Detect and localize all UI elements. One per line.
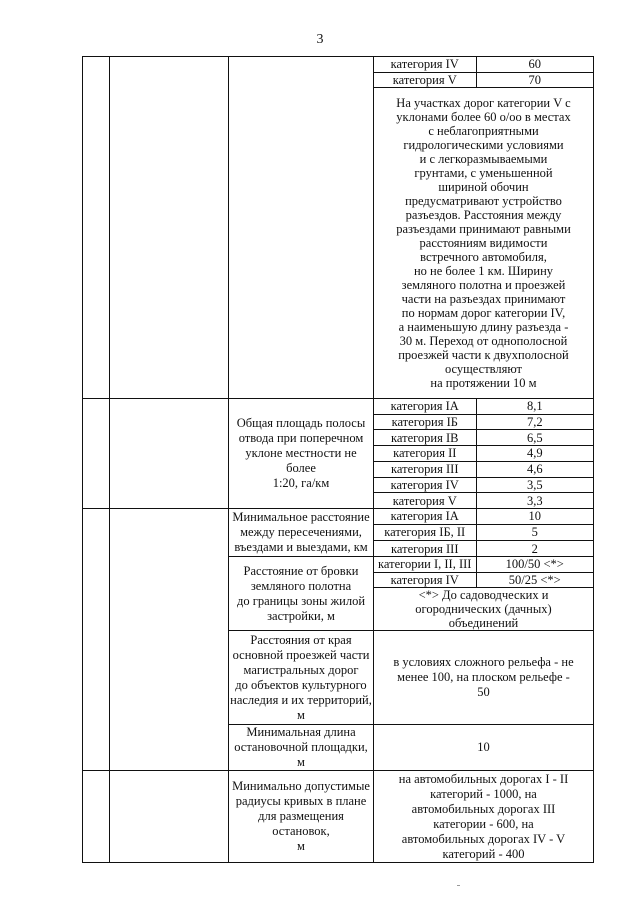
row-label: Общая площадь полосы отвода при поперечном уклоне местности не более 1:20, га/км: [229, 399, 374, 509]
category-label: категория IВ: [374, 430, 476, 446]
category-label: категория IБ, II: [374, 524, 476, 540]
category-value: 7,2: [476, 414, 593, 430]
category-row: [374, 72, 593, 87]
row-value: в условиях сложного рельефа - не менее 100, на плоском рельефе - 50: [374, 631, 594, 725]
category-value: 5: [476, 524, 593, 540]
category-row: [374, 572, 593, 587]
category-value: 3,5: [476, 477, 593, 493]
category-row: [374, 446, 593, 462]
category-label: категория V: [374, 72, 476, 87]
norms-table: [82, 56, 594, 863]
category-value: 8,1: [476, 399, 593, 414]
empty-cell: [83, 509, 110, 771]
category-value: 4,9: [476, 446, 593, 462]
category-values-table: [374, 557, 593, 630]
category-label: категория V: [374, 493, 476, 508]
dacha-footnote: <*> До садоводческих и огороднических (дачных) объединений: [374, 587, 593, 630]
category-value: 2: [476, 541, 593, 557]
category-label: категория IV: [374, 57, 476, 72]
category-label: категория IV: [374, 477, 476, 493]
category-value: 60: [476, 57, 593, 72]
category-label: категория III: [374, 461, 476, 477]
category-row: [374, 541, 593, 557]
category-value: 70: [476, 72, 593, 87]
empty-cell: [110, 509, 229, 771]
category-value: 10: [476, 509, 593, 524]
table-row: [83, 509, 594, 557]
row-label: Расстояние от бровки земляного полотна до границы зоны жилой застройки, м: [229, 557, 374, 631]
category-row: [374, 509, 593, 524]
values-cell: [374, 57, 594, 399]
category-value: 100/50 <*>: [476, 557, 593, 572]
category-row: [374, 493, 593, 508]
category-label: категория III: [374, 541, 476, 557]
category-label: категория II: [374, 446, 476, 462]
page-number: 3: [316, 32, 324, 47]
category-values-table: [374, 509, 593, 556]
category-row: [374, 430, 593, 446]
scan-mark: [457, 885, 460, 886]
category-values-table: [374, 399, 593, 508]
table-row: [83, 57, 594, 399]
category-row: [374, 399, 593, 414]
values-cell: [374, 399, 594, 509]
category-row: [374, 461, 593, 477]
row-label: Минимальная длина остановочной площадки, м: [229, 725, 374, 771]
note-row: [374, 587, 593, 630]
row-value: на автомобильных дорогах I - II категорий - 1000, на автомобильных дорогах III категории - 600, на автомобильных дорогах IV - V категорий - 400: [374, 771, 594, 863]
empty-cell: [229, 57, 374, 399]
category-label: категория IА: [374, 509, 476, 524]
passing-places-note: На участках дорог категории V с уклонами более 60 о/оо в местах с неблагоприятными гидрологическими условиями и с легкоразмываемыми грунтами, с уменьшенной шириной обочин предусматривают устройство разъездов. Расстояния между разъездами принимают равными расстояниям видимости встречного автомобиля, но не более 1 км. Ширину земляного полотна и проезжей части на разъездах принимают по нормам дорог категории IV, а наименьшую длину разъезда - 30 м. Переход от однополосной проезжей части к двухполосной осуществляют на протяжении 10 м: [374, 87, 593, 398]
category-row: [374, 477, 593, 493]
category-row: [374, 57, 593, 72]
category-row: [374, 557, 593, 572]
category-row: [374, 414, 593, 430]
category-value: 50/25 <*>: [476, 572, 593, 587]
empty-cell: [83, 771, 110, 863]
category-label: категории I, II, III: [374, 557, 476, 572]
note-row: [374, 87, 593, 398]
empty-cell: [110, 399, 229, 509]
row-label: Минимально допустимые радиусы кривых в плане для размещения остановок, м: [229, 771, 374, 863]
category-label: категория IБ: [374, 414, 476, 430]
category-row: [374, 524, 593, 540]
values-cell: [374, 509, 594, 557]
values-cell: [374, 557, 594, 631]
table-row: [83, 771, 594, 863]
row-label: Расстояния от края основной проезжей части магистральных дорог до объектов культурного наследия и их территорий, м: [229, 631, 374, 725]
empty-cell: [83, 399, 110, 509]
category-value: 6,5: [476, 430, 593, 446]
category-values-table: [374, 57, 593, 398]
empty-cell: [83, 57, 110, 399]
category-label: категория IА: [374, 399, 476, 414]
empty-cell: [110, 771, 229, 863]
table-row: [83, 399, 594, 509]
empty-cell: [110, 57, 229, 399]
category-label: категория IV: [374, 572, 476, 587]
category-value: 4,6: [476, 461, 593, 477]
category-value: 3,3: [476, 493, 593, 508]
row-value: 10: [374, 725, 594, 771]
row-label: Минимальное расстояние между пересечениями, въездами и выездами, км: [229, 509, 374, 557]
